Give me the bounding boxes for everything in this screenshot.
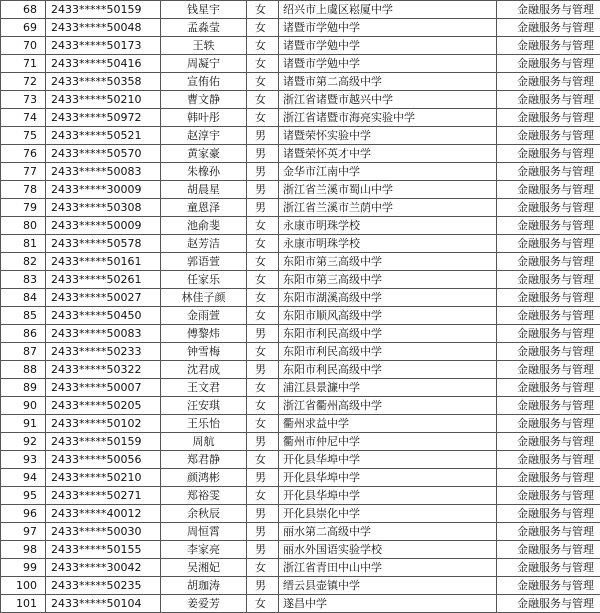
row-number-cell: 88 — [1, 361, 46, 379]
exam-id-cell: 2433*****30009 — [46, 181, 161, 199]
row-number-cell: 70 — [1, 37, 46, 55]
gender-cell: 女 — [247, 397, 279, 415]
gender-cell: 男 — [247, 577, 279, 595]
table-row — [1, 361, 600, 379]
major-name-cell: 金融服务与管理 — [497, 163, 600, 181]
major-name-cell: 金融服务与管理 — [497, 379, 600, 397]
school-name-cell: 开化县华埠中学 — [279, 487, 497, 505]
exam-id-cell: 2433*****50056 — [46, 451, 161, 469]
gender-cell: 女 — [247, 253, 279, 271]
gender-cell: 女 — [247, 217, 279, 235]
row-number-cell: 101 — [1, 595, 46, 613]
row-number-cell: 79 — [1, 199, 46, 217]
row-number-cell: 72 — [1, 73, 46, 91]
row-number-cell: 95 — [1, 487, 46, 505]
gender-cell: 女 — [247, 109, 279, 127]
exam-id-cell: 2433*****50102 — [46, 415, 161, 433]
table-row — [1, 433, 600, 451]
major-name-cell: 金融服务与管理 — [497, 271, 600, 289]
school-name-cell: 诸暨市第二高级中学 — [279, 73, 497, 91]
student-name-cell: 姜爱芳 — [161, 595, 247, 613]
gender-cell: 女 — [247, 415, 279, 433]
gender-cell: 女 — [247, 91, 279, 109]
major-name-cell: 金融服务与管理 — [497, 523, 600, 541]
major-name-cell: 金融服务与管理 — [497, 127, 600, 145]
row-number-cell: 98 — [1, 541, 46, 559]
row-number-cell: 91 — [1, 415, 46, 433]
row-number-cell: 94 — [1, 469, 46, 487]
school-name-cell: 东阳市湖溪高级中学 — [279, 289, 497, 307]
gender-cell: 男 — [247, 127, 279, 145]
student-name-cell: 沈君成 — [161, 361, 247, 379]
student-name-cell: 金雨萱 — [161, 307, 247, 325]
student-name-cell: 郭语萱 — [161, 253, 247, 271]
school-name-cell: 浙江省诸暨市海亮实验中学 — [279, 109, 497, 127]
student-name-cell: 曹文静 — [161, 91, 247, 109]
gender-cell: 女 — [247, 55, 279, 73]
exam-id-cell: 2433*****50322 — [46, 361, 161, 379]
student-name-cell: 胡珈涛 — [161, 577, 247, 595]
gender-cell: 男 — [247, 361, 279, 379]
student-name-cell: 傅黎炜 — [161, 325, 247, 343]
row-number-cell: 73 — [1, 91, 46, 109]
major-name-cell: 金融服务与管理 — [497, 217, 600, 235]
school-name-cell: 诸暨市学勉中学 — [279, 37, 497, 55]
student-name-cell: 王轶 — [161, 37, 247, 55]
row-number-cell: 74 — [1, 109, 46, 127]
gender-cell: 女 — [247, 271, 279, 289]
gender-cell: 男 — [247, 541, 279, 559]
student-name-cell: 朱橡孙 — [161, 163, 247, 181]
student-name-cell: 汪安琪 — [161, 397, 247, 415]
gender-cell: 女 — [247, 379, 279, 397]
exam-id-cell: 2433*****50271 — [46, 487, 161, 505]
gender-cell: 男 — [247, 163, 279, 181]
exam-id-cell: 2433*****50083 — [46, 163, 161, 181]
major-name-cell: 金融服务与管理 — [497, 289, 600, 307]
school-name-cell: 浙江省衢州高级中学 — [279, 397, 497, 415]
student-name-cell: 赵淳宇 — [161, 127, 247, 145]
school-name-cell: 诸暨市学勉中学 — [279, 19, 497, 37]
major-name-cell: 金融服务与管理 — [497, 487, 600, 505]
row-number-cell: 97 — [1, 523, 46, 541]
student-name-cell: 童恩泽 — [161, 199, 247, 217]
gender-cell: 女 — [247, 343, 279, 361]
row-number-cell: 93 — [1, 451, 46, 469]
exam-id-cell: 2433*****50450 — [46, 307, 161, 325]
row-number-cell: 89 — [1, 379, 46, 397]
major-name-cell: 金融服务与管理 — [497, 469, 600, 487]
exam-id-cell: 2433*****50235 — [46, 577, 161, 595]
row-number-cell: 92 — [1, 433, 46, 451]
gender-cell: 男 — [247, 325, 279, 343]
table-row — [1, 559, 600, 577]
gender-cell: 女 — [247, 595, 279, 613]
gender-cell: 女 — [247, 487, 279, 505]
exam-id-cell: 2433*****50233 — [46, 343, 161, 361]
gender-cell: 男 — [247, 523, 279, 541]
school-name-cell: 遂昌中学 — [279, 595, 497, 613]
school-name-cell: 丽水外国语实验学校 — [279, 541, 497, 559]
student-name-cell: 周凝宁 — [161, 55, 247, 73]
student-name-cell: 周航 — [161, 433, 247, 451]
row-number-cell: 80 — [1, 217, 46, 235]
student-name-cell: 周恒霄 — [161, 523, 247, 541]
table-row — [1, 163, 600, 181]
school-name-cell: 浙江省兰溪市兰荫中学 — [279, 199, 497, 217]
student-name-cell: 钟雪梅 — [161, 343, 247, 361]
student-name-cell: 任家乐 — [161, 271, 247, 289]
student-name-cell: 黄家豪 — [161, 145, 247, 163]
major-name-cell: 金融服务与管理 — [497, 415, 600, 433]
exam-id-cell: 2433*****50104 — [46, 595, 161, 613]
table-row — [1, 451, 600, 469]
school-name-cell: 绍兴市上虞区崧厦中学 — [279, 1, 497, 19]
student-name-cell: 余秋辰 — [161, 505, 247, 523]
student-name-cell: 池俞斐 — [161, 217, 247, 235]
student-name-cell: 颜鸿彬 — [161, 469, 247, 487]
table-row — [1, 505, 600, 523]
major-name-cell: 金融服务与管理 — [497, 181, 600, 199]
gender-cell: 女 — [247, 19, 279, 37]
table-row — [1, 217, 600, 235]
exam-id-cell: 2433*****50159 — [46, 433, 161, 451]
row-number-cell: 78 — [1, 181, 46, 199]
exam-id-cell: 2433*****50048 — [46, 19, 161, 37]
school-name-cell: 浙江省诸暨市越兴中学 — [279, 91, 497, 109]
student-name-cell: 林佳子颜 — [161, 289, 247, 307]
major-name-cell: 金融服务与管理 — [497, 577, 600, 595]
table-row — [1, 73, 600, 91]
student-name-cell: 王乐怡 — [161, 415, 247, 433]
gender-cell: 女 — [247, 289, 279, 307]
student-name-cell: 宣侑佑 — [161, 73, 247, 91]
table-row — [1, 181, 600, 199]
major-name-cell: 金融服务与管理 — [497, 307, 600, 325]
exam-id-cell: 2433*****50173 — [46, 37, 161, 55]
exam-id-cell: 2433*****50261 — [46, 271, 161, 289]
major-name-cell: 金融服务与管理 — [497, 559, 600, 577]
table-row — [1, 145, 600, 163]
row-number-cell: 87 — [1, 343, 46, 361]
exam-id-cell: 2433*****50210 — [46, 91, 161, 109]
table-row — [1, 289, 600, 307]
major-name-cell: 金融服务与管理 — [497, 595, 600, 613]
table-row — [1, 343, 600, 361]
exam-id-cell: 2433*****30042 — [46, 559, 161, 577]
school-name-cell: 诸暨荣怀实验中学 — [279, 127, 497, 145]
gender-cell: 女 — [247, 37, 279, 55]
major-name-cell: 金融服务与管理 — [497, 1, 600, 19]
school-name-cell: 诸暨市学勉中学 — [279, 55, 497, 73]
major-name-cell: 金融服务与管理 — [497, 343, 600, 361]
table-row — [1, 577, 600, 595]
student-name-cell: 孟淼莹 — [161, 19, 247, 37]
row-number-cell: 69 — [1, 19, 46, 37]
exam-id-cell: 2433*****50007 — [46, 379, 161, 397]
gender-cell: 女 — [247, 559, 279, 577]
major-name-cell: 金融服务与管理 — [497, 19, 600, 37]
school-name-cell: 浦江县景濂中学 — [279, 379, 497, 397]
table-row — [1, 91, 600, 109]
table-row — [1, 415, 600, 433]
school-name-cell: 永康市明珠学校 — [279, 235, 497, 253]
table-row — [1, 235, 600, 253]
row-number-cell: 68 — [1, 1, 46, 19]
school-name-cell: 缙云县壶镇中学 — [279, 577, 497, 595]
row-number-cell: 82 — [1, 253, 46, 271]
row-number-cell: 81 — [1, 235, 46, 253]
major-name-cell: 金融服务与管理 — [497, 325, 600, 343]
gender-cell: 男 — [247, 505, 279, 523]
gender-cell: 男 — [247, 469, 279, 487]
major-name-cell: 金融服务与管理 — [497, 253, 600, 271]
gender-cell: 男 — [247, 181, 279, 199]
row-number-cell: 85 — [1, 307, 46, 325]
gender-cell: 女 — [247, 307, 279, 325]
student-name-cell: 李家亮 — [161, 541, 247, 559]
school-name-cell: 浙江省青田中山中学 — [279, 559, 497, 577]
row-number-cell: 83 — [1, 271, 46, 289]
table-row — [1, 325, 600, 343]
student-name-cell: 钱星宇 — [161, 1, 247, 19]
student-name-cell: 吴湘妃 — [161, 559, 247, 577]
student-name-cell: 郑裕雯 — [161, 487, 247, 505]
student-name-cell: 胡晨星 — [161, 181, 247, 199]
major-name-cell: 金融服务与管理 — [497, 145, 600, 163]
school-name-cell: 金华市江南中学 — [279, 163, 497, 181]
major-name-cell: 金融服务与管理 — [497, 541, 600, 559]
school-name-cell: 衢州市仲尼中学 — [279, 433, 497, 451]
row-number-cell: 76 — [1, 145, 46, 163]
table-row — [1, 271, 600, 289]
table-row — [1, 541, 600, 559]
gender-cell: 女 — [247, 451, 279, 469]
school-name-cell: 东阳市第三高级中学 — [279, 253, 497, 271]
row-number-cell: 84 — [1, 289, 46, 307]
student-name-cell: 王文君 — [161, 379, 247, 397]
school-name-cell: 丽水第二高级中学 — [279, 523, 497, 541]
table-body — [1, 1, 600, 613]
exam-id-cell: 2433*****40012 — [46, 505, 161, 523]
major-name-cell: 金融服务与管理 — [497, 109, 600, 127]
exam-id-cell: 2433*****50570 — [46, 145, 161, 163]
major-name-cell: 金融服务与管理 — [497, 397, 600, 415]
exam-id-cell: 2433*****50009 — [46, 217, 161, 235]
gender-cell: 女 — [247, 235, 279, 253]
major-name-cell: 金融服务与管理 — [497, 55, 600, 73]
student-name-cell: 郑君静 — [161, 451, 247, 469]
table-row — [1, 253, 600, 271]
school-name-cell: 东阳市利民高级中学 — [279, 343, 497, 361]
row-number-cell: 90 — [1, 397, 46, 415]
major-name-cell: 金融服务与管理 — [497, 235, 600, 253]
major-name-cell: 金融服务与管理 — [497, 73, 600, 91]
gender-cell: 男 — [247, 199, 279, 217]
school-name-cell: 东阳市第三高级中学 — [279, 271, 497, 289]
exam-id-cell: 2433*****50358 — [46, 73, 161, 91]
table-row — [1, 199, 600, 217]
row-number-cell: 77 — [1, 163, 46, 181]
row-number-cell: 99 — [1, 559, 46, 577]
exam-id-cell: 2433*****50155 — [46, 541, 161, 559]
table-row — [1, 487, 600, 505]
table-row — [1, 19, 600, 37]
major-name-cell: 金融服务与管理 — [497, 91, 600, 109]
table-row — [1, 469, 600, 487]
major-name-cell: 金融服务与管理 — [497, 199, 600, 217]
school-name-cell: 永康市明珠学校 — [279, 217, 497, 235]
exam-id-cell: 2433*****50030 — [46, 523, 161, 541]
exam-id-cell: 2433*****50416 — [46, 55, 161, 73]
major-name-cell: 金融服务与管理 — [497, 37, 600, 55]
row-number-cell: 71 — [1, 55, 46, 73]
exam-id-cell: 2433*****50161 — [46, 253, 161, 271]
gender-cell: 女 — [247, 1, 279, 19]
exam-id-cell: 2433*****50521 — [46, 127, 161, 145]
school-name-cell: 浙江省兰溪市蜀山中学 — [279, 181, 497, 199]
major-name-cell: 金融服务与管理 — [497, 361, 600, 379]
school-name-cell: 开化县华埠中学 — [279, 451, 497, 469]
school-name-cell: 诸暨荣怀英才中学 — [279, 145, 497, 163]
exam-id-cell: 2433*****50210 — [46, 469, 161, 487]
table-row — [1, 37, 600, 55]
school-name-cell: 开化县华埠中学 — [279, 469, 497, 487]
school-name-cell: 开化县崇化中学 — [279, 505, 497, 523]
major-name-cell: 金融服务与管理 — [497, 433, 600, 451]
school-name-cell: 东阳市顺风高级中学 — [279, 307, 497, 325]
exam-id-cell: 2433*****50205 — [46, 397, 161, 415]
exam-id-cell: 2433*****50578 — [46, 235, 161, 253]
gender-cell: 女 — [247, 73, 279, 91]
row-number-cell: 96 — [1, 505, 46, 523]
table-row — [1, 379, 600, 397]
major-name-cell: 金融服务与管理 — [497, 505, 600, 523]
row-number-cell: 100 — [1, 577, 46, 595]
exam-id-cell: 2433*****50159 — [46, 1, 161, 19]
table-row — [1, 397, 600, 415]
school-name-cell: 衢州求益中学 — [279, 415, 497, 433]
major-name-cell: 金融服务与管理 — [497, 451, 600, 469]
student-name-cell: 韩叶彤 — [161, 109, 247, 127]
school-name-cell: 东阳市利民高级中学 — [279, 325, 497, 343]
gender-cell: 男 — [247, 145, 279, 163]
table-row — [1, 595, 600, 613]
exam-id-cell: 2433*****50972 — [46, 109, 161, 127]
table-row — [1, 307, 600, 325]
exam-id-cell: 2433*****50027 — [46, 289, 161, 307]
student-name-cell: 赵芳洁 — [161, 235, 247, 253]
table-row — [1, 1, 600, 19]
table-row — [1, 127, 600, 145]
row-number-cell: 86 — [1, 325, 46, 343]
table-row — [1, 55, 600, 73]
table-row — [1, 523, 600, 541]
exam-id-cell: 2433*****50308 — [46, 199, 161, 217]
gender-cell: 男 — [247, 433, 279, 451]
table-row — [1, 109, 600, 127]
row-number-cell: 75 — [1, 127, 46, 145]
exam-id-cell: 2433*****50083 — [46, 325, 161, 343]
school-name-cell: 东阳市利民高级中学 — [279, 361, 497, 379]
